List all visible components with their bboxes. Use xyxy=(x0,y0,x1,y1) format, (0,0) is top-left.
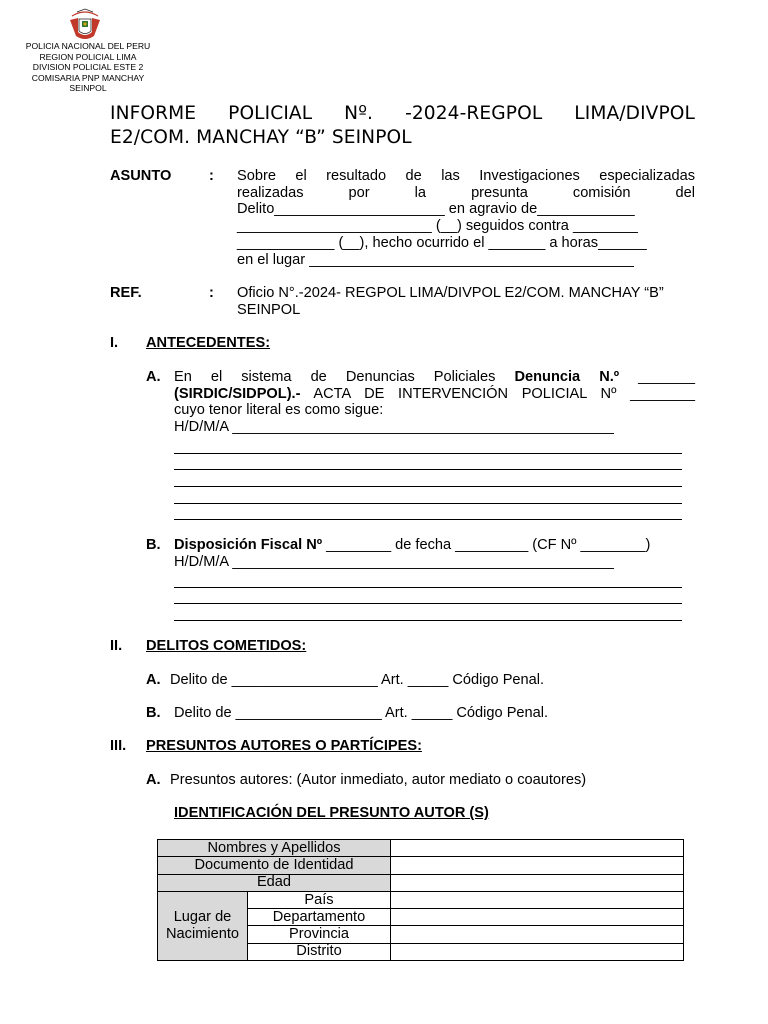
organization-header xyxy=(10,41,166,94)
item-letter: A. xyxy=(146,369,161,385)
org-line: REGION POLICIAL LIMA xyxy=(39,51,137,62)
text-span: ________ de fecha _________ (CF Nº ________) xyxy=(326,537,651,553)
antecedentes-item-b xyxy=(174,537,695,570)
blank-line xyxy=(174,571,682,588)
item-a-line2 xyxy=(174,386,695,403)
row-value-field[interactable] xyxy=(391,891,684,908)
antecedentes-item-a xyxy=(174,369,695,436)
section-title-autores: PRESUNTOS AUTORES O PARTÍCIPES: xyxy=(146,738,422,754)
item-a-line1 xyxy=(174,369,695,386)
sirdic-label: (SIRDIC/SIDPOL).- xyxy=(174,385,301,402)
item-b-line1 xyxy=(174,537,695,554)
asunto-line: ________________________ (__) seguidos contra ________ xyxy=(237,218,638,235)
blank-lines-a xyxy=(174,437,682,520)
presuntos-autores-text: Presuntos autores: (Autor inmediato, autor mediato o coautores) xyxy=(170,772,587,788)
report-title xyxy=(110,102,695,150)
section-title-antecedentes: ANTECEDENTES: xyxy=(146,335,271,351)
delito-line: Delito de __________________ Art. _____ Código Penal. xyxy=(174,705,549,721)
disposicion-label: Disposición Fiscal Nº xyxy=(174,537,323,553)
section-title-delitos: DELITOS COMETIDOS: xyxy=(146,638,307,654)
item-a-line3: cuyo tenor literal es como sigue: xyxy=(174,402,384,419)
item-letter: B. xyxy=(146,705,161,721)
blank-line xyxy=(174,437,682,454)
identificacion-heading: IDENTIFICACIÓN DEL PRESUNTO AUTOR (S) xyxy=(174,805,489,821)
table-row xyxy=(158,857,684,874)
table-row xyxy=(158,874,684,891)
birthplace-label: Lugar de Nacimiento xyxy=(158,891,248,960)
police-crest-icon xyxy=(66,6,104,40)
row-value-field[interactable] xyxy=(391,857,684,874)
row-label: Documento de Identidad xyxy=(158,857,391,874)
blank-line xyxy=(174,470,682,487)
row-value-field[interactable] xyxy=(391,874,684,891)
asunto-colon: : xyxy=(209,168,214,184)
table-row xyxy=(158,840,684,857)
blank-line xyxy=(174,504,682,521)
asunto-line: Sobre el resultado de las Investigaciones especializadas xyxy=(237,168,695,184)
denuncia-label: Denuncia N.º xyxy=(514,369,620,385)
asunto-label: ASUNTO xyxy=(110,168,172,184)
row-value-field[interactable] xyxy=(391,943,684,960)
blank-line xyxy=(174,487,682,504)
org-line: COMISARIA PNP MANCHAY xyxy=(31,72,145,83)
ref-colon: : xyxy=(209,285,214,301)
asunto-line: realizadas por la presunta comisión del xyxy=(237,184,695,201)
blank-lines-b xyxy=(174,571,682,621)
asunto-text xyxy=(237,168,695,268)
item-letter: B. xyxy=(146,537,161,553)
section-number: III. xyxy=(110,738,127,754)
blank-line xyxy=(174,454,682,471)
report-title-line2: E2/COM. MANCHAY “B” SEINPOL xyxy=(110,127,412,148)
row-label: Nombres y Apellidos xyxy=(158,840,391,857)
ref-label: REF. xyxy=(110,285,142,301)
section-number: II. xyxy=(110,638,123,654)
row-value-field[interactable] xyxy=(391,909,684,926)
asunto-line: Delito_____________________ en agravio de____________ xyxy=(237,201,635,218)
asunto-line: en el lugar ________________________________________ xyxy=(237,251,634,268)
table-row xyxy=(158,891,684,908)
row-label: Departamento xyxy=(248,909,391,926)
item-letter: A. xyxy=(146,672,161,688)
asunto-line: ____________ (__), hecho ocurrido el _______ a horas______ xyxy=(237,234,647,251)
text-span: En el sistema de Denuncias Policiales xyxy=(174,369,496,385)
blank-line xyxy=(174,604,682,621)
delito-line: Delito de __________________ Art. _____ Código Penal. xyxy=(170,672,545,688)
row-label: Provincia xyxy=(248,926,391,943)
org-line: SEINPOL xyxy=(69,83,107,93)
org-line: POLICIA NACIONAL DEL PERU xyxy=(25,41,151,51)
report-title-line1: INFORME POLICIAL Nº. -2024-REGPOL LIMA/DIVPOL xyxy=(110,103,695,124)
item-a-line4: H/D/M/A _______________________________________________ xyxy=(174,419,614,436)
section-number: I. xyxy=(110,335,119,351)
org-line: DIVISION POLICIAL ESTE 2 xyxy=(32,62,144,72)
blank-span: _______ xyxy=(638,369,695,385)
blank-line xyxy=(174,588,682,605)
row-label: Edad xyxy=(158,874,391,891)
ref-text: Oficio N°.-2024- REGPOL LIMA/DIVPOL E2/COM. MANCHAY “B” SEINPOL xyxy=(237,285,664,318)
row-label: Distrito xyxy=(248,943,391,960)
item-b-line2: H/D/M/A _______________________________________________ xyxy=(174,553,614,570)
row-value-field[interactable] xyxy=(391,926,684,943)
item-letter: A. xyxy=(146,772,161,788)
row-label: País xyxy=(248,891,391,908)
text-span: ACTA DE INTERVENCIÓN POLICIAL Nº ________ xyxy=(313,385,696,402)
row-value-field[interactable] xyxy=(391,840,684,857)
identification-table xyxy=(157,839,684,961)
